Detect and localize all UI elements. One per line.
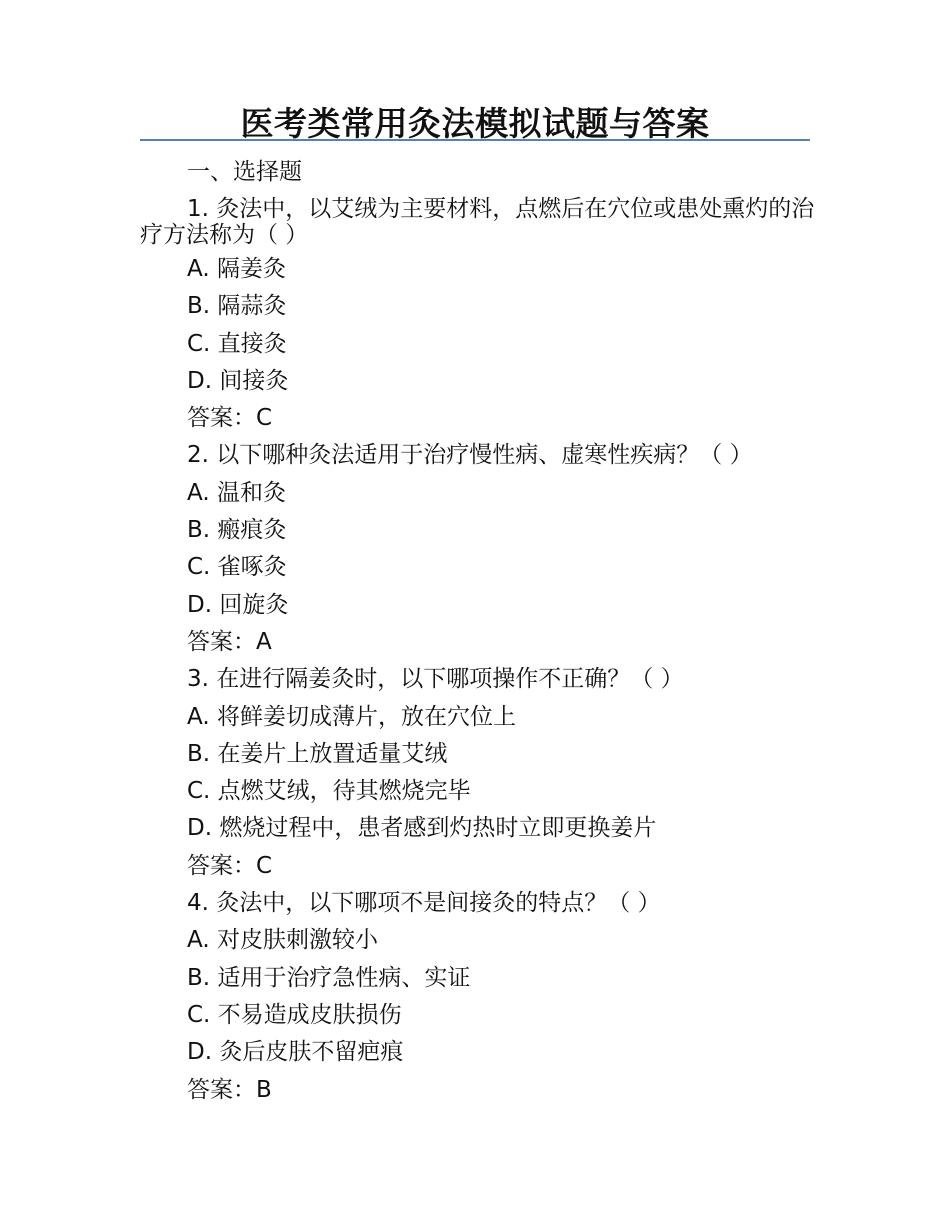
question-3-answer: 答案：C bbox=[187, 853, 273, 879]
document-title: 医考类常用灸法模拟试题与答案 bbox=[240, 104, 710, 143]
question-2-answer: 答案：A bbox=[187, 629, 272, 655]
question-3-option-d: D. 燃烧过程中，患者感到灼热时立即更换姜片 bbox=[187, 815, 657, 841]
section-heading: 一、选择题 bbox=[187, 159, 302, 185]
question-3-option-a: A. 将鲜姜切成薄片，放在穴位上 bbox=[187, 704, 516, 730]
question-1-option-b: B. 隔蒜灸 bbox=[187, 293, 287, 319]
question-4-option-a: A. 对皮肤刺激较小 bbox=[187, 927, 378, 953]
title-underline bbox=[140, 139, 810, 141]
question-1-answer: 答案：C bbox=[187, 405, 273, 431]
question-1-option-d: D. 间接灸 bbox=[187, 368, 289, 394]
question-3-option-b: B. 在姜片上放置适量艾绒 bbox=[187, 741, 448, 767]
question-4-text: 4. 灸法中，以下哪项不是间接灸的特点？（ ） bbox=[187, 890, 661, 916]
question-4-option-b: B. 适用于治疗急性病、实证 bbox=[187, 965, 471, 991]
question-1-option-a: A. 隔姜灸 bbox=[187, 256, 286, 282]
question-3-option-c: C. 点燃艾绒，待其燃烧完毕 bbox=[187, 778, 471, 804]
question-4-option-c: C. 不易造成皮肤损伤 bbox=[187, 1002, 402, 1028]
question-2-option-b: B. 瘢痕灸 bbox=[187, 517, 287, 543]
question-1-option-c: C. 直接灸 bbox=[187, 331, 287, 357]
question-4-answer: 答案：B bbox=[187, 1077, 272, 1103]
question-3-text: 3. 在进行隔姜灸时，以下哪项操作不正确？（ ） bbox=[187, 666, 684, 692]
question-4-option-d: D. 灸后皮肤不留疤痕 bbox=[187, 1039, 404, 1065]
question-2-option-c: C. 雀啄灸 bbox=[187, 554, 287, 580]
question-2-text: 2. 以下哪种灸法适用于治疗慢性病、虚寒性疾病？（ ） bbox=[187, 442, 753, 468]
question-1-text: 1. 灸法中，以艾绒为主要材料，点燃后在穴位或患处熏灼的治疗方法称为（ ） bbox=[140, 196, 815, 248]
question-2-option-a: A. 温和灸 bbox=[187, 480, 286, 506]
question-2-option-d: D. 回旋灸 bbox=[187, 592, 289, 618]
